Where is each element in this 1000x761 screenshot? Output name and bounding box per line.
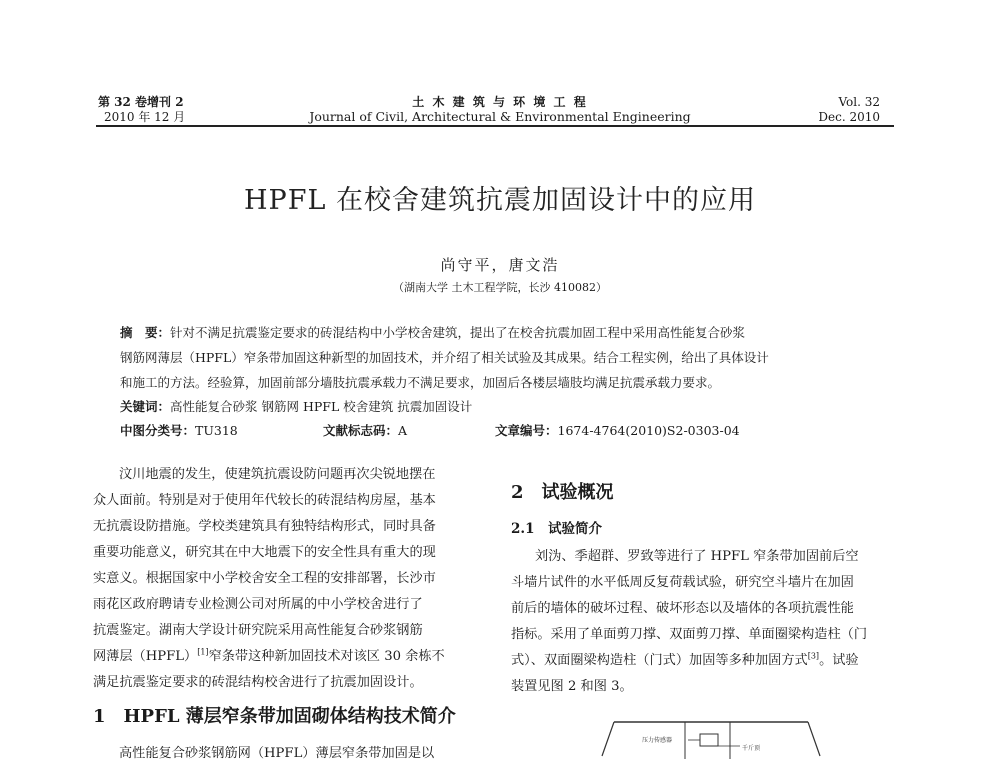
figure-label-jack: 千斤顶 xyxy=(742,745,761,752)
journal-month: Dec. 2010 xyxy=(818,110,880,124)
intro-line-7: 抗震鉴定。湖南大学设计研究院采用高性能复合砂浆钢筋 xyxy=(93,623,423,638)
intro-line-8 xyxy=(93,645,445,664)
figure-left-leg xyxy=(602,722,614,756)
test-line-5 xyxy=(511,649,859,668)
journal-name-cn: 土 木 建 筑 与 环 境 工 程 xyxy=(412,95,588,109)
citation-3: [3] xyxy=(807,651,820,661)
doc-label: 文献标志码： xyxy=(323,423,399,438)
article-value: 1674-4764(2010)S2-0303-04 xyxy=(557,423,740,438)
abstract-line-2: 钢筋网薄层（HPFL）窄条带加固这种新型的加固技术，并介绍了相关试验及其成果。结合工程实例，给出了具体设计 xyxy=(120,350,769,365)
figure-sensor-box xyxy=(700,734,718,746)
keywords xyxy=(120,397,472,415)
affiliation: （湖南大学 土木工程学院，长沙 410082） xyxy=(393,281,607,294)
header-rule xyxy=(96,125,894,127)
journal-volume: 第 32 卷增刊 2 xyxy=(98,95,184,109)
abstract-line-3: 和施工的方法。经验算，加固前部分墙肢抗震承载力不满足要求，加固后各楼层墙肢均满足抗震承载力要求。 xyxy=(120,375,721,390)
intro-line-5: 实意义。根据国家中小学校舍安全工程的安排部署，长沙市 xyxy=(93,571,436,586)
article-label: 文章编号： xyxy=(495,423,558,438)
test-setup-figure xyxy=(590,714,830,759)
doc-value: A xyxy=(398,423,408,438)
authors: 尚守平，唐文浩 xyxy=(440,256,560,274)
intro-line-6: 雨花区政府聘请专业检测公司对所属的中小学校舍进行了 xyxy=(93,597,423,612)
section-2-title: 2 试验概况 xyxy=(511,482,614,503)
intro-line-8b: 窄条带这种新加固技术对该区 30 余栋不 xyxy=(208,649,445,664)
citation-1: [1] xyxy=(197,647,209,657)
journal-name-en: Journal of Civil, Architectural & Environmental Engineering xyxy=(309,109,691,124)
journal-date: 2010 年 12 月 xyxy=(104,110,186,124)
intro-line-1: 汶川地震的发生，使建筑抗震设防问题再次尖锐地摆在 xyxy=(119,467,436,482)
test-line-4: 指标。采用了单面剪刀撑、双面剪刀撑、单面圈梁构造柱（门 xyxy=(511,627,868,642)
intro-line-2: 众人面前。特别是对于使用年代较长的砖混结构房屋，基本 xyxy=(93,493,436,508)
section-1-title: 1 HPFL 薄层窄条带加固砌体结构技术简介 xyxy=(93,706,456,727)
figure-label-sensor: 压力传感器 xyxy=(642,737,673,744)
figure-right-leg xyxy=(808,722,820,756)
clc-number xyxy=(120,421,238,439)
journal-vol: Vol. 32 xyxy=(838,95,880,109)
test-line-6: 装置见图 2 和图 3。 xyxy=(511,679,633,694)
test-line-5a: 式）、双面圈梁构造柱（门式）加固等多种加固方式 xyxy=(511,653,808,668)
clc-value: TU318 xyxy=(195,423,238,438)
clc-label: 中图分类号： xyxy=(120,423,196,438)
abstract-label: 摘 要： xyxy=(120,325,171,340)
doc-code xyxy=(323,421,407,439)
intro-line-3: 无抗震设防措施。学校类建筑具有独特结构形式，同时具备 xyxy=(93,519,436,534)
keywords-label: 关键词： xyxy=(120,399,171,414)
page-title: HPFL 在校舍建筑抗震加固设计中的应用 xyxy=(244,185,756,216)
test-line-2: 斗墙片试件的水平低周反复荷载试验，研究空斗墙片在加固 xyxy=(511,575,854,590)
section-1-first-line: 高性能复合砂浆钢筋网（HPFL）薄层窄条带加固是以 xyxy=(119,746,435,761)
test-line-5b: 。试验 xyxy=(819,653,859,668)
abstract-line-1 xyxy=(120,323,745,341)
test-line-1: 刘沩、季超群、罗致等进行了 HPFL 窄条带加固前后空 xyxy=(535,549,859,564)
test-line-3: 前后的墙体的破坏过程、破坏形态以及墙体的各项抗震性能 xyxy=(511,601,854,616)
article-number xyxy=(495,421,740,439)
intro-line-8a: 网薄层（HPFL） xyxy=(93,649,198,664)
intro-line-9: 满足抗震鉴定要求的砖混结构校舍进行了抗震加固设计。 xyxy=(93,675,423,690)
abstract-text-1: 针对不满足抗震鉴定要求的砖混结构中小学校舍建筑，提出了在校舍抗震加固工程中采用高性能复合砂浆 xyxy=(170,325,746,340)
intro-line-4: 重要功能意义，研究其在中大地震下的安全性具有重大的现 xyxy=(93,545,436,560)
subsection-2-1-title: 2.1 试验简介 xyxy=(511,521,602,537)
keywords-text: 高性能复合砂浆 钢筋网 HPFL 校舍建筑 抗震加固设计 xyxy=(170,399,473,414)
